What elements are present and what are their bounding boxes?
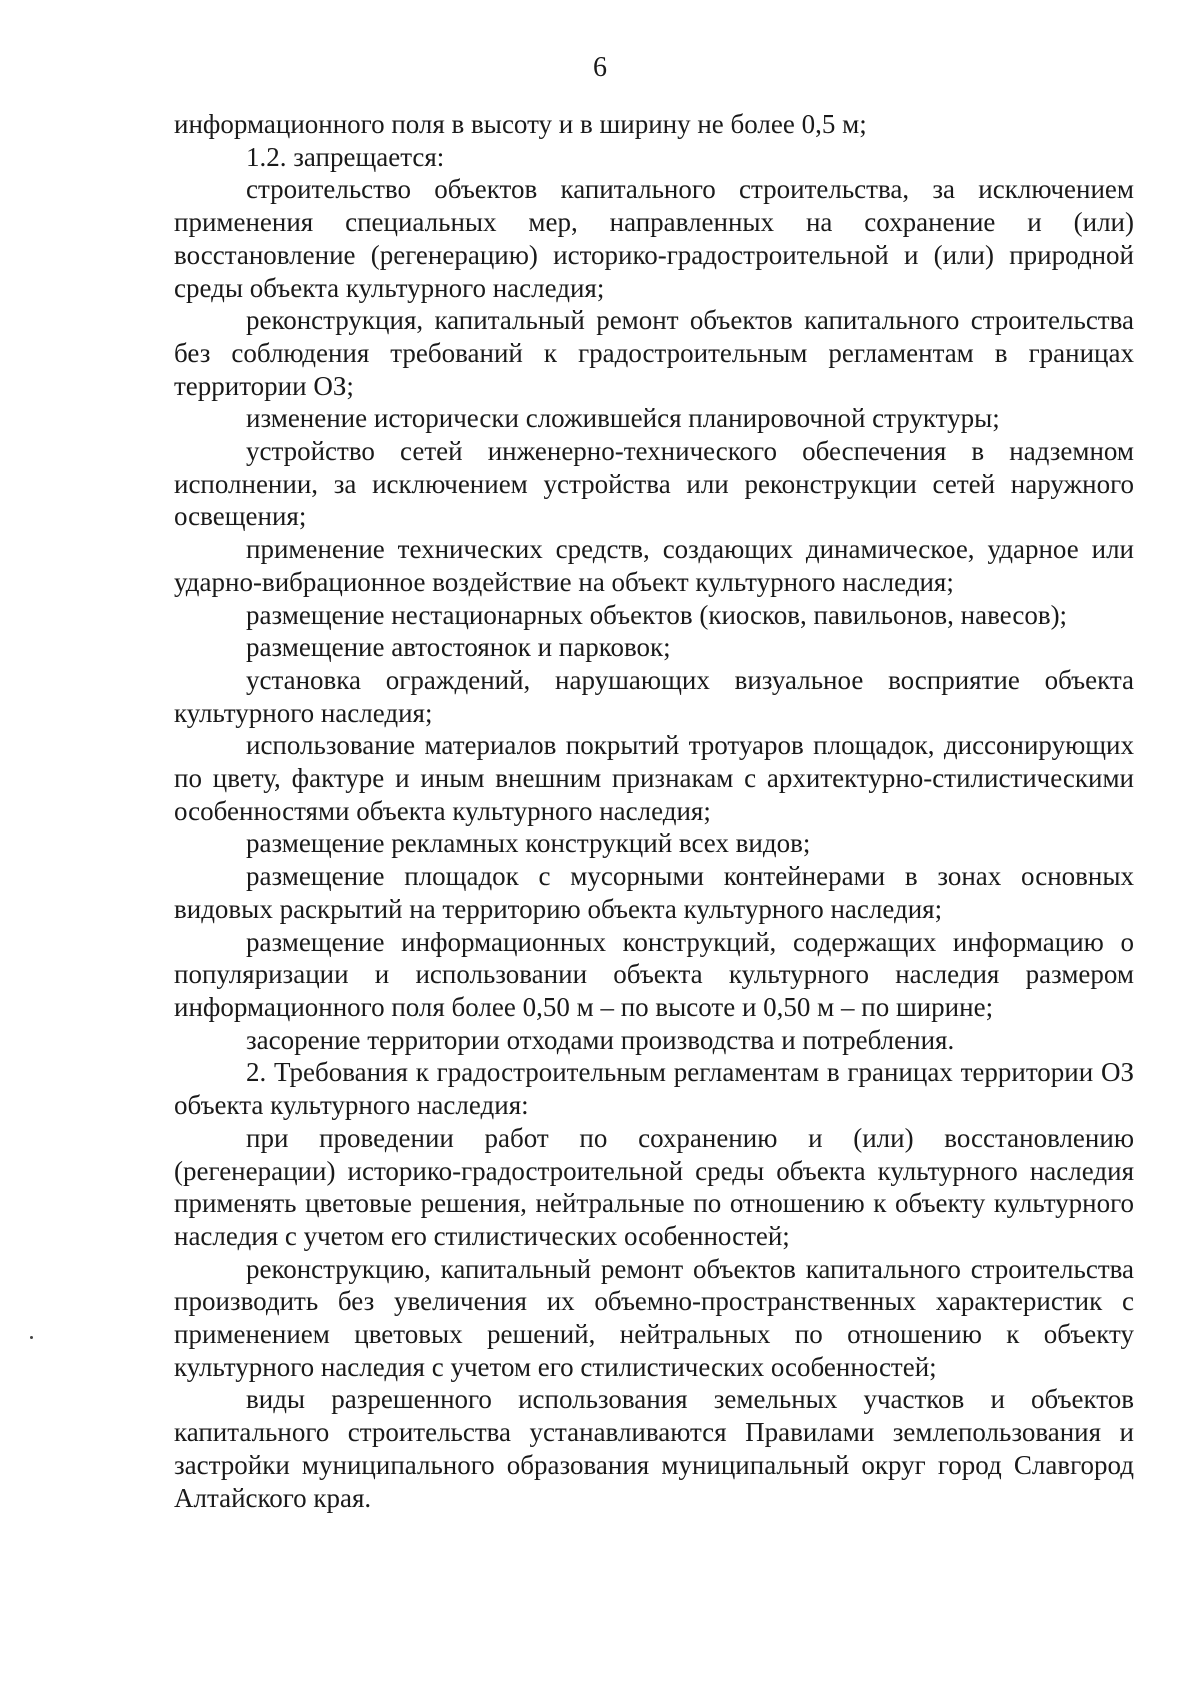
paragraph-prohibition-structure-change: изменение исторически сложившейся планировочной структуры;: [246, 403, 1000, 434]
paragraph-prohibition-technical-means: применение технических средств, создающих динамическое, ударное или ударно-вибрационное воздействие на объект культурного наследия;: [174, 534, 1134, 597]
paragraph-clause-1-2: 1.2. запрещается:: [246, 141, 445, 172]
paragraph-prohibition-materials: использование материалов покрытий тротуаров площадок, диссонирующих по цвету, фактуре и иным внешним признакам с архитектурно-стилистическими особенностями объекта культурного наследия;: [174, 730, 1134, 826]
paragraph-prohibition-construction: строительство объектов капитального строительства, за исключением применения специальных мер, направленных на сохранение и (или) восстановление (регенерацию) историко-градостроительной и (или) природной среды объекта культурного наследия;: [174, 174, 1134, 303]
paragraph-continuation: информационного поля в высоту и в ширину не более 0,5 м;: [174, 109, 867, 139]
document-body: [174, 108, 1134, 1514]
paragraph-prohibition-waste-containers: размещение площадок с мусорными контейнерами в зонах основных видовых раскрытий на территорию объекта культурного наследия;: [174, 861, 1134, 924]
paragraph-requirement-reconstruction: реконструкцию, капитальный ремонт объектов капитального строительства производить без увеличения их объемно-пространственных характеристик с применением цветовых решений, нейтральных по отношению к объекту культурного наследия с учетом его стилистических особенностей;: [174, 1253, 1134, 1382]
paragraph-prohibition-advertising: размещение рекламных конструкций всех видов;: [246, 828, 811, 859]
paragraph-section-2-heading: 2. Требования к градостроительным регламентам в границах территории ОЗ объекта культурного наследия:: [174, 1057, 1134, 1121]
paragraph-prohibition-kiosks: размещение нестационарных объектов (киосков, павильонов, навесов);: [246, 599, 1068, 630]
paragraph-prohibition-fences: установка ограждений, нарушающих визуальное восприятие объекта культурного наследия;: [174, 664, 1134, 728]
paragraph-prohibition-littering: засорение территории отходами производства и потребления.: [246, 1024, 955, 1055]
paragraph-prohibition-reconstruction: реконструкция, капитальный ремонт объектов капитального строительства без соблюдения требований к градостроительным регламентам в границах территории ОЗ;: [174, 305, 1134, 401]
paragraph-prohibition-networks: устройство сетей инженерно-технического обеспечения в надземном исполнении, за исключением устройства или реконструкции сетей наружного освещения;: [174, 436, 1134, 532]
paragraph-requirement-color-solutions: при проведении работ по сохранению и (или) восстановлению (регенерации) историко-градостроительной среды объекта культурного наследия применять цветовые решения, нейтральные по отношению к объекту культурного наследия с учетом его стилистических особенностей;: [174, 1122, 1134, 1251]
paragraph-requirement-land-use: виды разрешенного использования земельных участков и объектов капитального строительства устанавливаются Правилами землепользования и застройки муниципального образования муниципальный округ город Славгород Алтайского края.: [174, 1384, 1134, 1513]
scan-speck: [30, 1336, 33, 1339]
page-number: 6: [593, 52, 607, 83]
paragraph-prohibition-parking: размещение автостоянок и парковок;: [246, 632, 671, 663]
paragraph-prohibition-info-structures: размещение информационных конструкций, содержащих информацию о популяризации и использовании объекта культурного наследия размером информационного поля более 0,50 м – по высоте и 0,50 м – по ширине;: [174, 926, 1134, 1022]
